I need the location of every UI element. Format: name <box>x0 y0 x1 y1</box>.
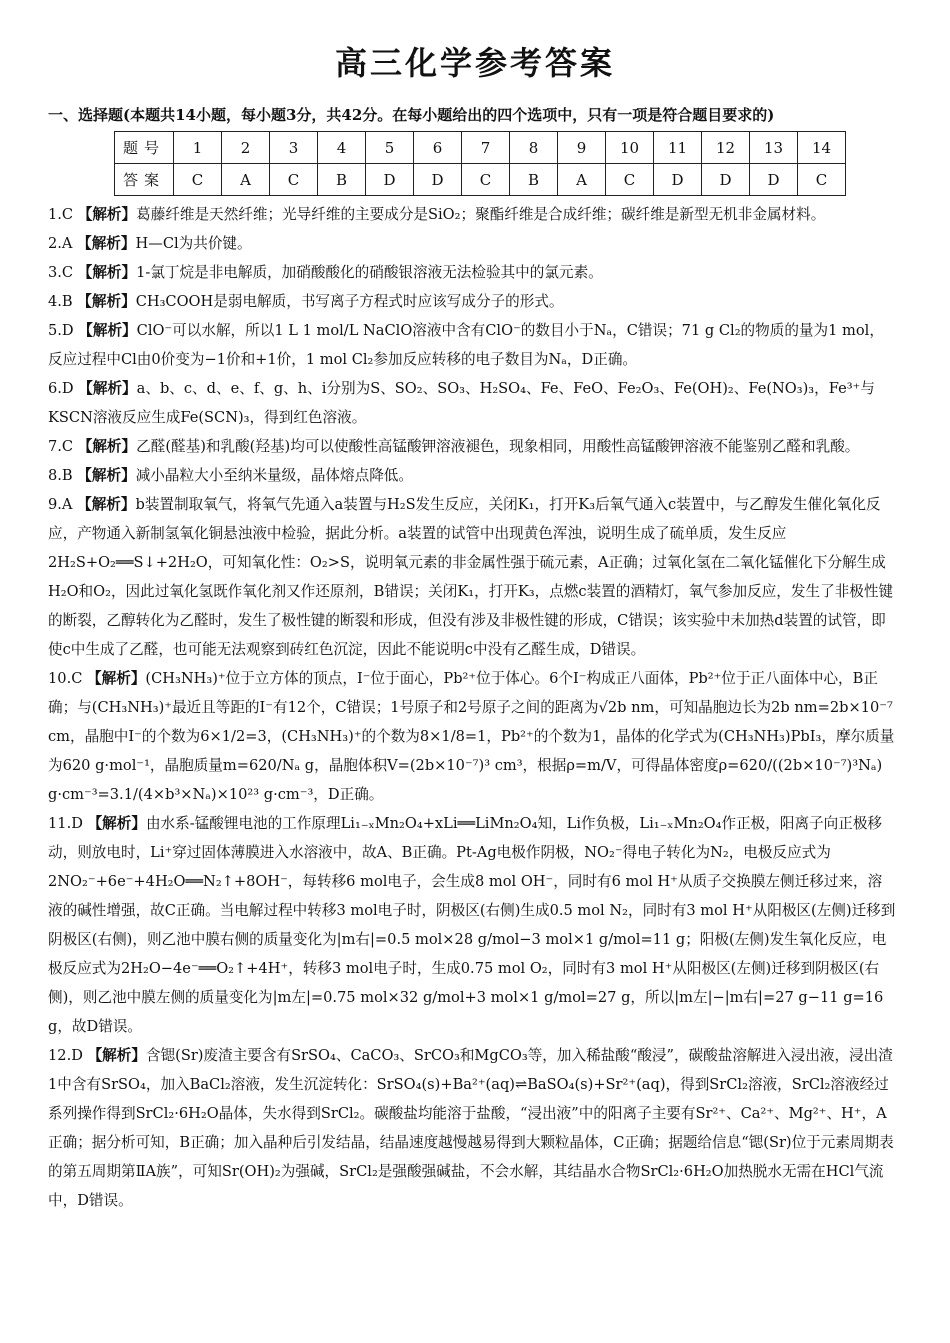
section-heading: 一、选择题(本题共14小题，每小题3分，共42分。在每小题给出的四个选项中，只有一项是符合题目要求的) <box>48 106 775 124</box>
question-number-cell: 13 <box>750 132 798 164</box>
item-number: 3.C <box>48 264 74 281</box>
item-tag: 【解析】 <box>77 467 136 484</box>
item-tag: 【解析】 <box>77 496 136 513</box>
item-tag: 【解析】 <box>78 322 137 339</box>
item-text: a、b、c、d、e、f、g、h、i分别为S、SO₂、SO₃、H₂SO₄、Fe、FeO、Fe₂O₃、Fe(OH)₂、Fe(NO₃)₃，Fe³⁺与KSCN溶液反应生成Fe(SCN)₃，得到红色溶液。 <box>48 380 875 426</box>
explanation-item <box>48 287 896 316</box>
answer-cell: D <box>750 164 798 196</box>
item-tag: 【解析】 <box>87 815 146 832</box>
answer-cell: D <box>366 164 414 196</box>
page-title: 高三化学参考答案 <box>334 44 615 82</box>
item-number: 2.A <box>48 235 73 252</box>
explanation-item <box>48 374 896 432</box>
answer-cell: C <box>270 164 318 196</box>
item-tag: 【解析】 <box>77 264 137 281</box>
answer-table <box>114 131 846 196</box>
answer-cell: D <box>702 164 750 196</box>
item-tag: 【解析】 <box>77 235 136 252</box>
question-number-cell: 8 <box>510 132 558 164</box>
item-number: 12.D <box>48 1047 83 1064</box>
item-number: 5.D <box>48 322 74 339</box>
item-text: ClO⁻可以水解，所以1 L 1 mol/L NaClO溶液中含有ClO⁻的数目小于Nₐ，C错误；71 g Cl₂的物质的量为1 mol，反应过程中Cl由0价变为−1价和+1价，1 mol Cl₂参加反应转移的电子数目为Nₐ，D正确。 <box>48 322 884 368</box>
item-number: 1.C <box>48 206 74 223</box>
row-label-answer: 答案 <box>115 164 174 196</box>
answer-cell: B <box>510 164 558 196</box>
question-number-cell: 12 <box>702 132 750 164</box>
question-number-cell: 14 <box>798 132 846 164</box>
answer-table-number-row <box>115 132 846 164</box>
explanation-item <box>48 316 896 374</box>
item-text: CH₃COOH是弱电解质，书写离子方程式时应该写成分子的形式。 <box>135 293 564 310</box>
answer-cell: C <box>606 164 654 196</box>
question-number-cell: 6 <box>414 132 462 164</box>
answer-cell: C <box>462 164 510 196</box>
answer-cell: C <box>174 164 222 196</box>
answer-cell: B <box>318 164 366 196</box>
row-label-number: 题号 <box>115 132 174 164</box>
explanation-item <box>48 258 896 287</box>
explanation-item <box>48 200 896 229</box>
answer-cell: A <box>558 164 606 196</box>
item-number: 6.D <box>48 380 74 397</box>
question-number-cell: 1 <box>174 132 222 164</box>
item-text: 乙醛(醛基)和乳酸(羟基)均可以使酸性高锰酸钾溶液褪色，现象相同，用酸性高锰酸钾溶液不能鉴别乙醛和乳酸。 <box>136 438 860 455</box>
item-number: 4.B <box>48 293 73 310</box>
item-number: 9.A <box>48 496 73 513</box>
item-tag: 【解析】 <box>87 1047 146 1064</box>
item-text: b装置制取氧气，将氧气先通入a装置与H₂S发生反应，关闭K₁，打开K₃后氧气通入c装置中，与乙醇发生催化氧化反应，产物通入新制氢氧化铜悬浊液中检验，据此分析。a装置的试管中出现黄色浑浊，说明生成了硫单质，发生反应2H₂S+O₂══S↓+2H₂O，可知氧化性：O₂>S，说明氧元素的非金属性强于硫元素，A正确；过氧化氢在二氧化锰催化下分解生成H₂O和O₂，因此过氧化氢既作氧化剂又作还原剂，B错误；关闭K₁，打开K₃，点燃c装置的酒精灯，氧气参加反应，发生了非极性键的断裂，乙醇转化为乙醛时，发生了极性键的断裂和形成，但没有涉及非极性键的形成，C错误；该实验中未加热d装置的试管，即使c中生成了乙醛，也可能无法观察到砖红色沉淀，因此不能说明c中没有乙醛生成，D错误。 <box>48 496 894 658</box>
item-number: 8.B <box>48 467 73 484</box>
explanation-item <box>48 664 896 809</box>
answer-cell: C <box>798 164 846 196</box>
item-text: (CH₃NH₃)⁺位于立方体的顶点，I⁻位于面心，Pb²⁺位于体心。6个I⁻构成正八面体，Pb²⁺位于正八面体中心，B正确；与(CH₃NH₃)⁺最近且等距的I⁻有12个，C错误；1号原子和2号原子之间的距离为√2b nm，可知晶胞边长为2b nm=2b×10⁻⁷ cm，晶胞中I⁻的个数为6×1/2=3，(CH₃NH₃)⁺的个数为8×1/8=1，Pb²⁺的个数为1，晶体的化学式为(CH₃NH₃)PbI₃，摩尔质量为620 g·mol⁻¹，晶胞质量m=620/Nₐ g，晶胞体积V=(2b×10⁻⁷)³ cm³，根据ρ=m/V，可得晶体密度ρ=620/((2b×10⁻⁷)³Nₐ) g·cm⁻³=3.1/(4×b³×Nₐ)×10²³ g·cm⁻³，D正确。 <box>48 670 895 803</box>
item-tag: 【解析】 <box>87 670 146 687</box>
item-text: 减小晶粒大小至纳米量级，晶体熔点降低。 <box>135 467 413 484</box>
item-tag: 【解析】 <box>77 438 137 455</box>
explanation-item <box>48 432 896 461</box>
question-number-cell: 5 <box>366 132 414 164</box>
item-number: 11.D <box>48 815 83 832</box>
answer-table-answer-row <box>115 164 846 196</box>
item-text: H—Cl为共价键。 <box>135 235 252 252</box>
item-tag: 【解析】 <box>77 293 136 310</box>
question-number-cell: 11 <box>654 132 702 164</box>
item-tag: 【解析】 <box>77 206 137 223</box>
explanation-item <box>48 490 896 664</box>
question-number-cell: 7 <box>462 132 510 164</box>
item-tag: 【解析】 <box>78 380 137 397</box>
answer-cell: A <box>222 164 270 196</box>
question-number-cell: 3 <box>270 132 318 164</box>
item-text: 含锶(Sr)废渣主要含有SrSO₄、CaCO₃、SrCO₃和MgCO₃等，加入稀盐酸“酸浸”，碳酸盐溶解进入浸出液，浸出渣1中含有SrSO₄，加入BaCl₂溶液，发生沉淀转化：SrSO₄(s)+Ba²⁺(aq)⇌BaSO₄(s)+Sr²⁺(aq)，得到SrCl₂溶液，SrCl₂溶液经过系列操作得到SrCl₂·6H₂O晶体，失水得到SrCl₂。碳酸盐均能溶于盐酸，“浸出液”中的阳离子主要有Sr²⁺、Ca²⁺、Mg²⁺、H⁺，A正确；据分析可知，B正确；加入晶种后引发结晶，结晶速度越慢越易得到大颗粒晶体，C正确；据题给信息“锶(Sr)位于元素周期表的第五周期第ⅡA族”，可知Sr(OH)₂为强碱，SrCl₂是强酸强碱盐，不会水解，其结晶水合物SrCl₂·6H₂O加热脱水无需在HCl气流中，D错误。 <box>48 1047 894 1209</box>
question-number-cell: 4 <box>318 132 366 164</box>
question-number-cell: 9 <box>558 132 606 164</box>
explanation-list <box>48 200 896 1215</box>
answer-cell: D <box>414 164 462 196</box>
item-number: 7.C <box>48 438 74 455</box>
item-text: 1-氯丁烷是非电解质，加硝酸酸化的硝酸银溶液无法检验其中的氯元素。 <box>136 264 603 281</box>
item-text: 由水系-锰酸锂电池的工作原理Li₁₋ₓMn₂O₄+xLi══LiMn₂O₄知，Li作负极，Li₁₋ₓMn₂O₄作正极，阳离子向正极移动，则放电时，Li⁺穿过固体薄膜进入水溶液中，故A、B正确。Pt-Ag电极作阴极，NO₂⁻得电子转化为N₂，电极反应式为2NO₂⁻+6e⁻+4H₂O══N₂↑+8OH⁻，每转移6 mol电子，会生成8 mol OH⁻，同时有6 mol H⁺从质子交换膜左侧迁移过来，溶液的碱性增强，故C正确。当电解过程中转移3 mol电子时，阴极区(右侧)生成0.5 mol N₂，同时有3 mol H⁺从阳极区(左侧)迁移到阴极区(右侧)，则乙池中膜右侧的质量变化为|m右|=0.5 mol×28 g/mol−3 mol×1 g/mol=11 g；阳极(左侧)发生氧化反应，电极反应式为2H₂O−4e⁻══O₂↑+4H⁺，转移3 mol电子时，生成0.75 mol O₂，同时有3 mol H⁺从阳极区(左侧)迁移到阴极区(右侧)，则乙池中膜左侧的质量变化为|m左|=0.75 mol×32 g/mol+3 mol×1 g/mol=27 g，所以|m左|−|m右|=27 g−11 g=16 g，故D错误。 <box>48 815 896 1035</box>
question-number-cell: 2 <box>222 132 270 164</box>
item-number: 10.C <box>48 670 83 687</box>
explanation-item <box>48 809 896 1041</box>
explanation-item <box>48 1041 896 1215</box>
answer-cell: D <box>654 164 702 196</box>
question-number-cell: 10 <box>606 132 654 164</box>
explanation-item <box>48 229 896 258</box>
item-text: 葛藤纤维是天然纤维；光导纤维的主要成分是SiO₂；聚酯纤维是合成纤维；碳纤维是新型无机非金属材料。 <box>136 206 826 223</box>
explanation-item <box>48 461 896 490</box>
